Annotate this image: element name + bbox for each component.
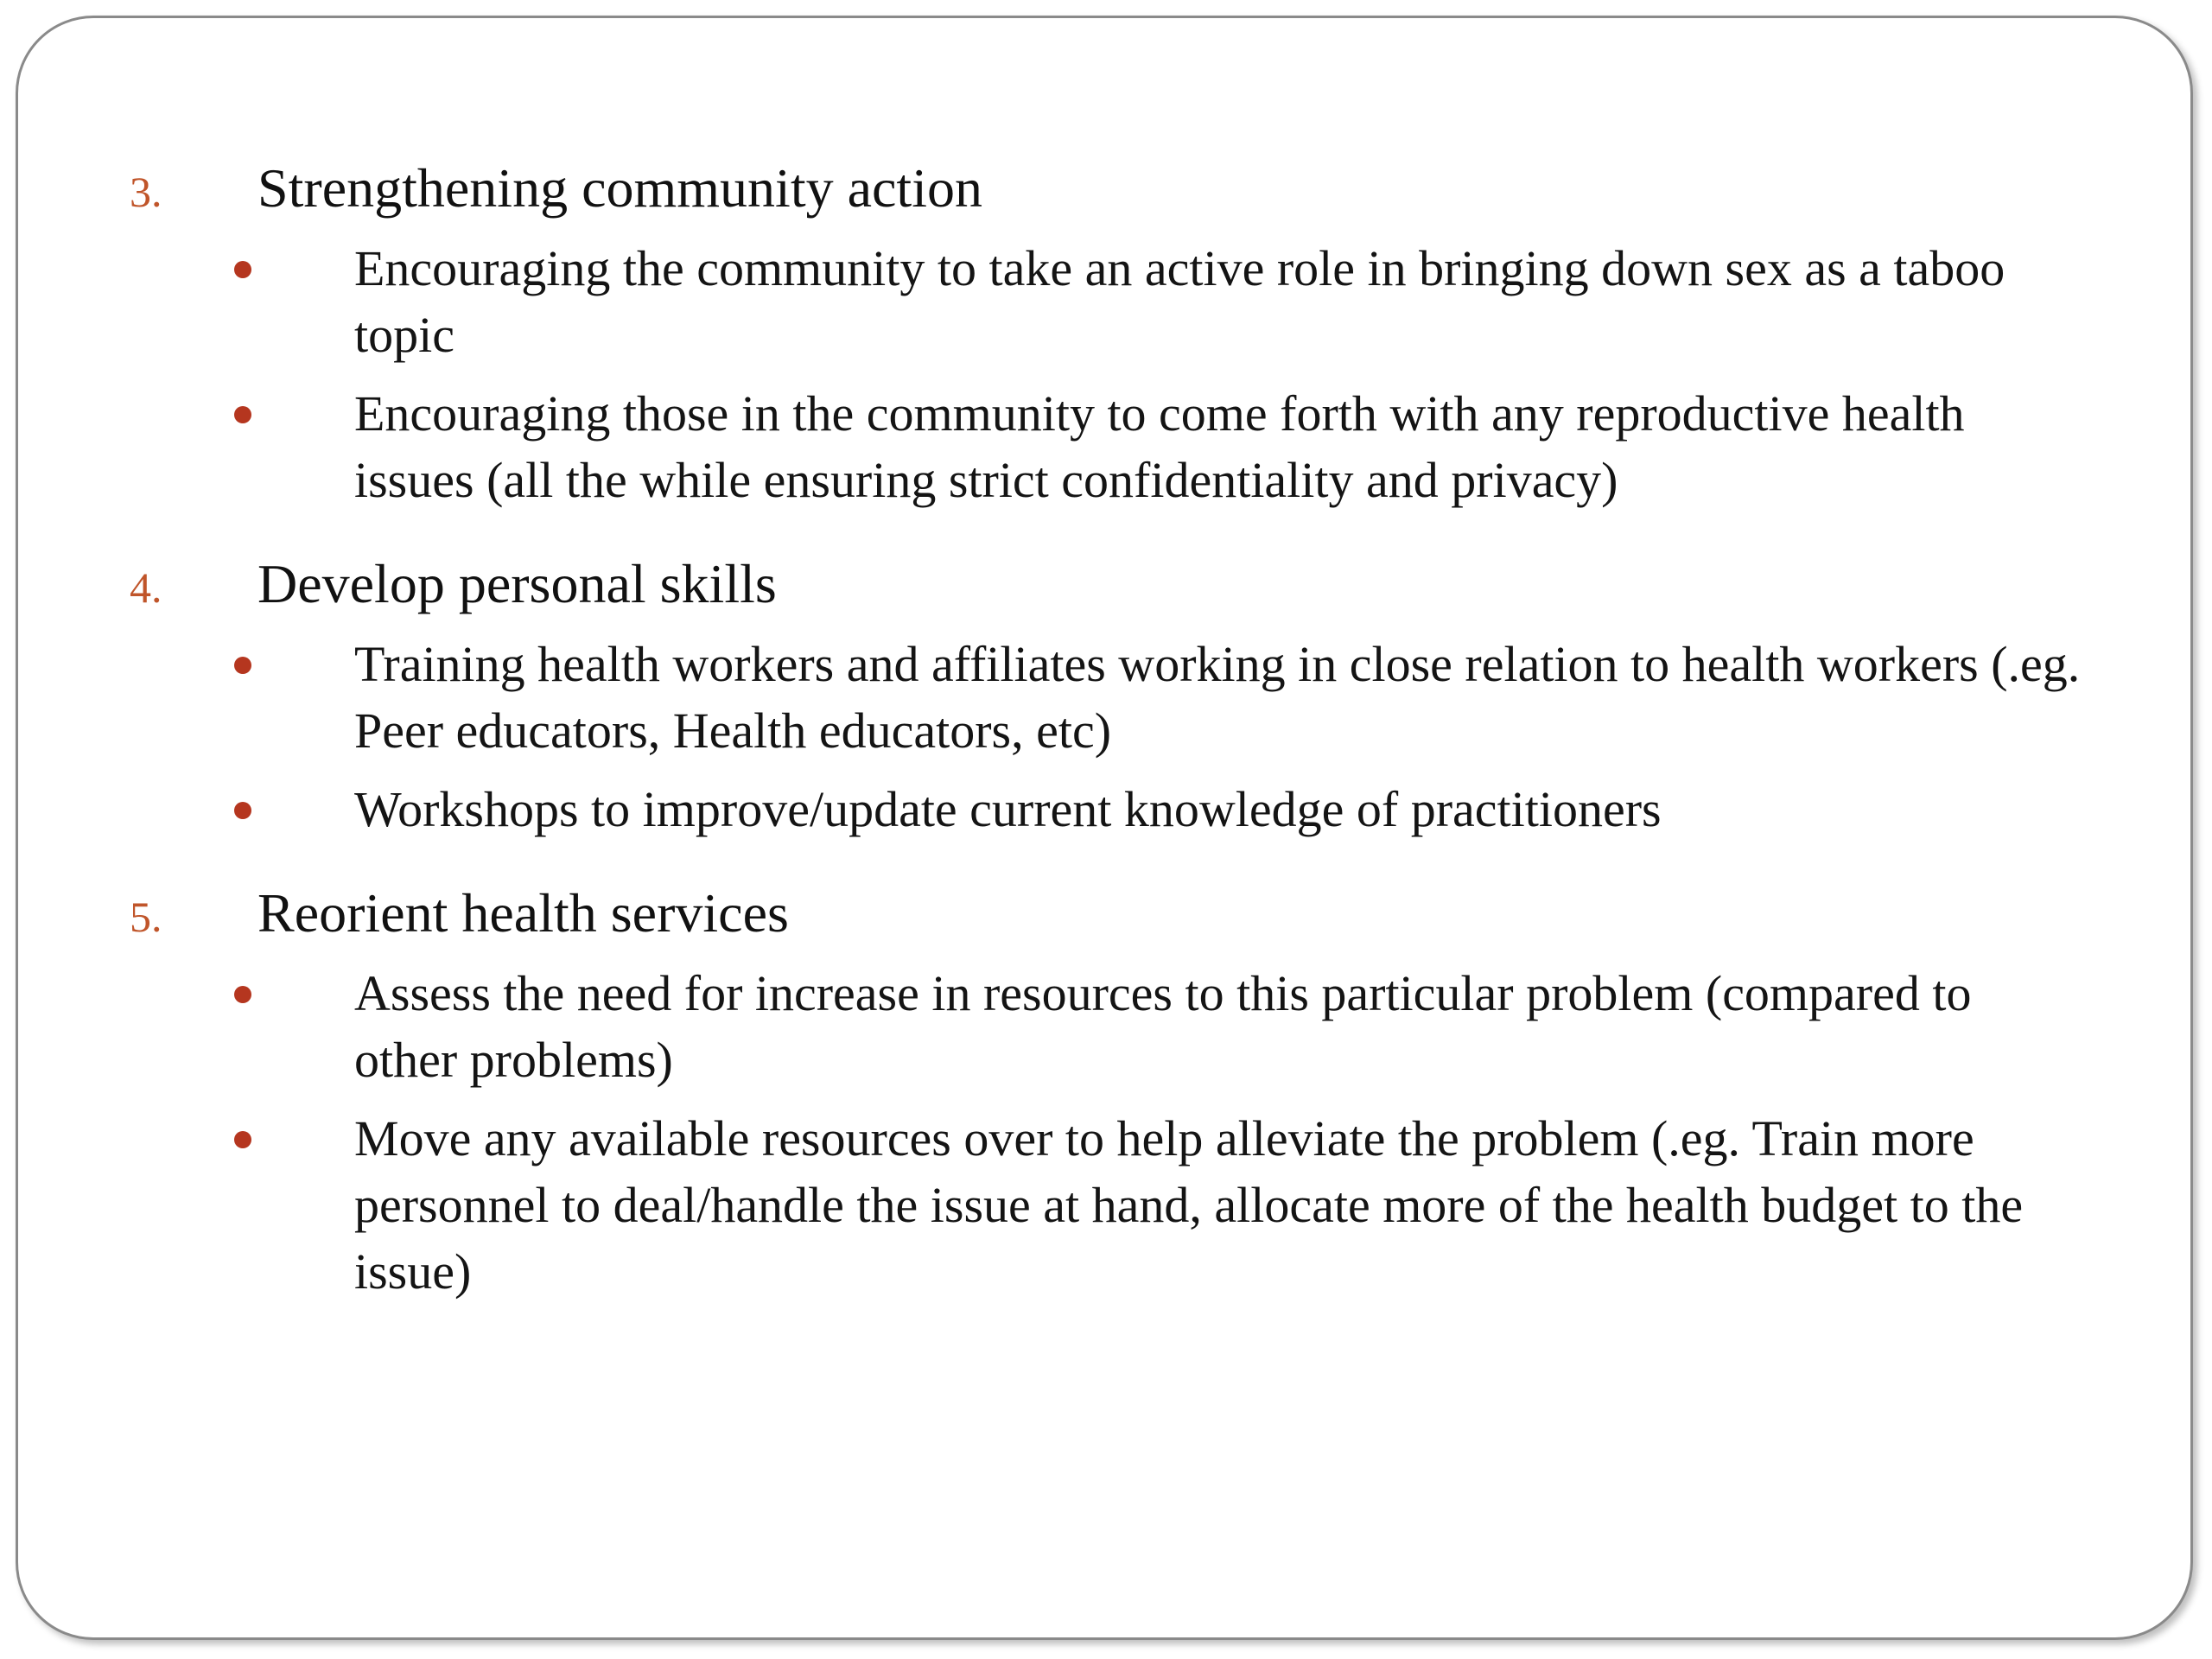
- section-5: [130, 879, 2082, 1305]
- bullet-dot-icon: [234, 261, 251, 278]
- section-title: Strengthening community action: [257, 157, 982, 219]
- bullet-dot-icon: [234, 657, 251, 674]
- list-item: [130, 631, 2082, 764]
- bullet-text: Encouraging the community to take an active role in bringing down sex as a taboo topic: [354, 240, 2005, 363]
- list-item: [130, 960, 2082, 1093]
- list-item: [130, 235, 2082, 368]
- section-title: Reorient health services: [257, 882, 789, 944]
- section-number: 4.: [130, 563, 162, 612]
- bullet-list: [130, 960, 2082, 1305]
- list-item: [130, 380, 2082, 513]
- section-number: 3.: [130, 168, 162, 216]
- section-heading: [130, 154, 2082, 223]
- bullet-text: Encouraging those in the community to come forth with any reproductive health issues (all the while ensuring strict confidentiality and privacy): [354, 385, 1965, 508]
- section-number: 5.: [130, 893, 162, 941]
- bullet-text: Move any available resources over to help alleviate the problem (.eg. Train more personnel to deal/handle the issue at hand, allocate more of the health budget to the issue): [354, 1110, 2024, 1300]
- section-title: Develop personal skills: [257, 553, 777, 614]
- section-heading: [130, 550, 2082, 619]
- bullet-dot-icon: [234, 986, 251, 1003]
- list-item: [130, 776, 2082, 842]
- section-heading: [130, 879, 2082, 948]
- bullet-text: Workshops to improve/update current knowledge of practitioners: [354, 781, 1662, 837]
- bullet-list: [130, 235, 2082, 513]
- bullet-dot-icon: [234, 1131, 251, 1148]
- list-item: [130, 1105, 2082, 1305]
- slide-content: [130, 154, 2082, 1305]
- bullet-list: [130, 631, 2082, 842]
- bullet-dot-icon: [234, 802, 251, 819]
- bullet-text: Training health workers and affiliates working in close relation to health workers (.eg. Peer educators, Health educators, etc): [354, 636, 2081, 759]
- section-3: [130, 154, 2082, 513]
- section-4: [130, 550, 2082, 842]
- bullet-text: Assess the need for increase in resources to this particular problem (compared to other problems): [354, 965, 1972, 1088]
- bullet-dot-icon: [234, 406, 251, 423]
